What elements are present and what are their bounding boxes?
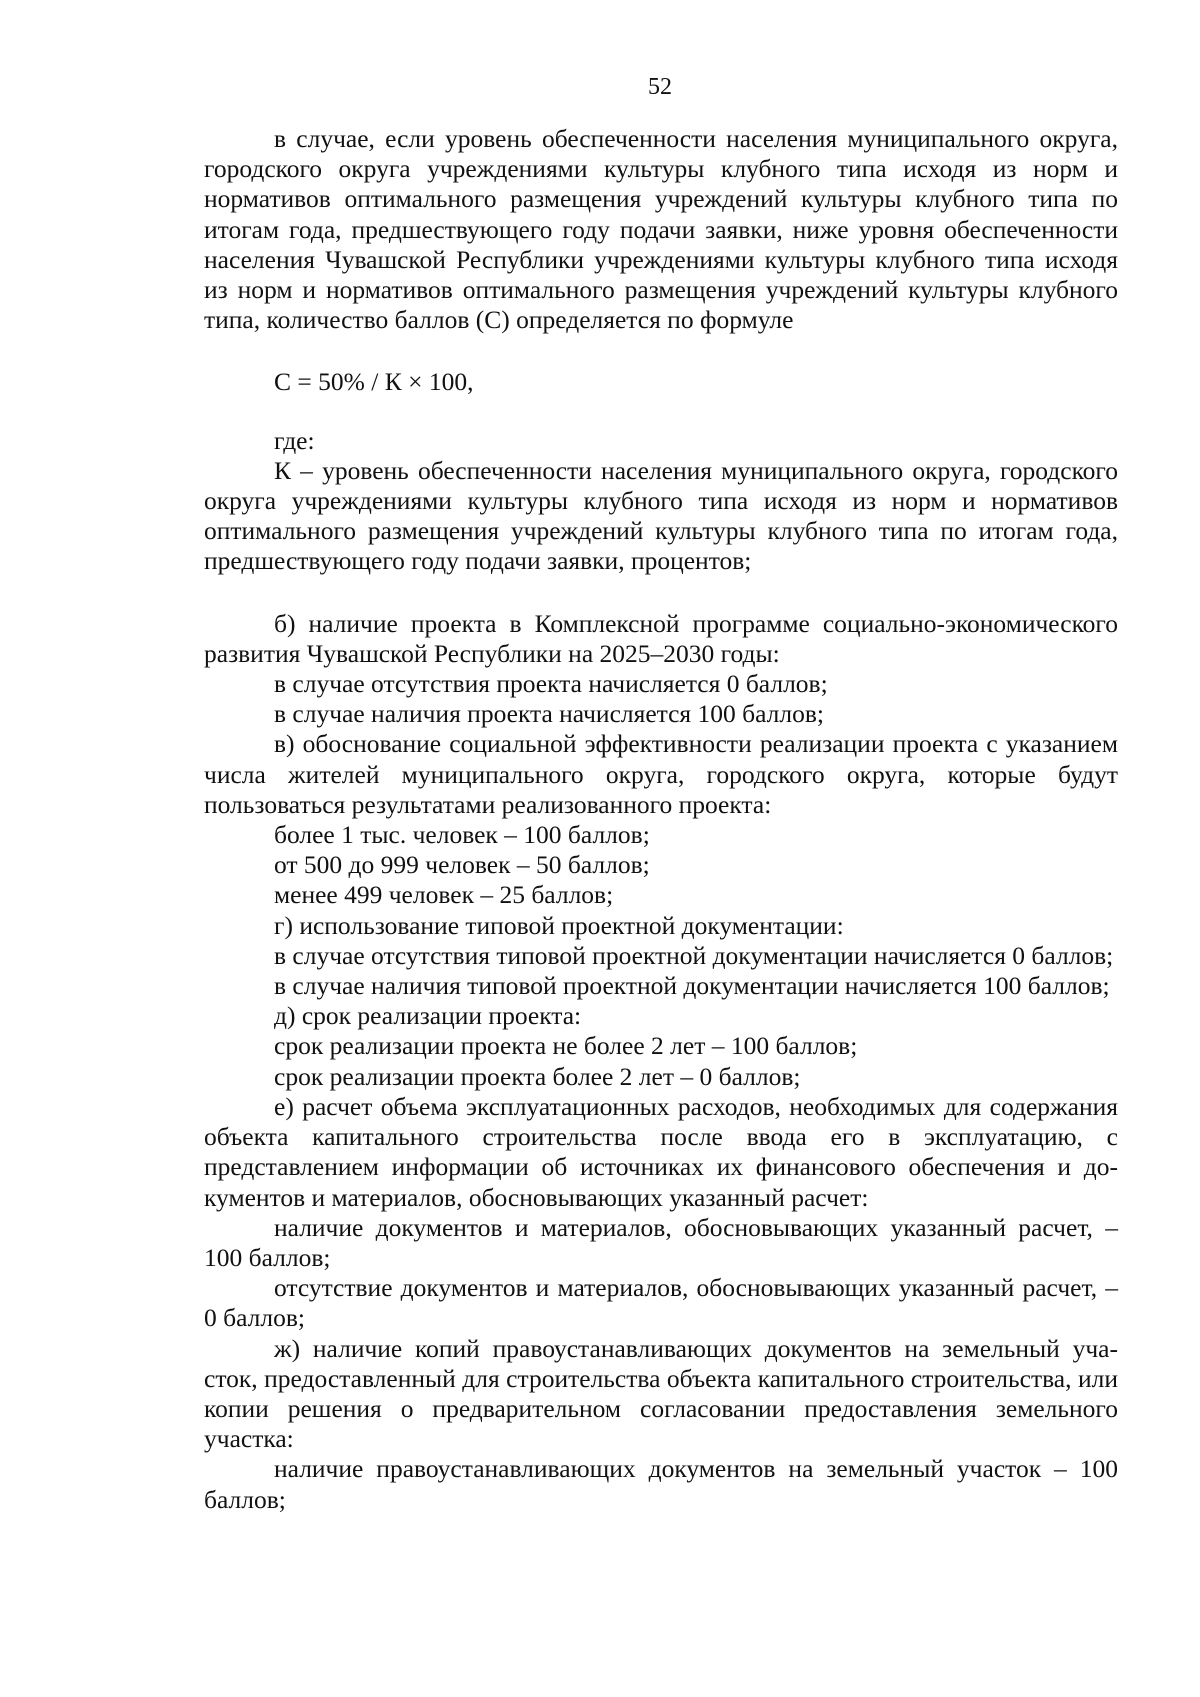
paragraph: отсутствие документов и материалов, обосновывающих указанный расчет, – 0 баллов; [204, 1273, 1118, 1333]
paragraph: срок реализации проекта более 2 лет – 0 баллов; [274, 1061, 801, 1091]
paragraph: в) обоснование социальной эффективности реализации проекта с указанием числа жителей муниципального округа, городского округа, которые будут пользоваться результатами реализованного проекта: [204, 729, 1118, 819]
formula: С = 50% / К × 100, [274, 367, 474, 397]
paragraph: менее 499 человек – 25 баллов; [274, 880, 614, 910]
paragraph: ж) наличие копий правоустанавливающих документов на земельный участок, предоставленный для строительства объекта капитального строительства, или копии решения о предварительном согласовании предоставления земельного участка: [204, 1333, 1118, 1454]
paragraph: от 500 до 999 человек – 50 баллов; [274, 850, 650, 880]
paragraph: в случае наличия проекта начисляется 100 баллов; [274, 699, 825, 729]
paragraph: г) использование типовой проектной документации: [274, 910, 844, 940]
paragraph: более 1 тыс. человек – 100 баллов; [274, 820, 650, 850]
paragraph: срок реализации проекта не более 2 лет – 100 баллов; [274, 1031, 858, 1061]
paragraph-k-definition: К – уровень обеспеченности населения муниципального округа, городского округа учреждениями культуры клубного типа исходя из норм и нормативов оптимального размещения учреждений культуры клубного типа по итогам года, предшествующего году подачи заявки, процентов; [204, 455, 1118, 576]
where-label: где: [274, 425, 315, 455]
document-body [204, 124, 1118, 1515]
paragraph: б) наличие проекта в Комплексной программе социально-экономического развития Чувашской Республики на 2025–2030 годы: [204, 608, 1118, 668]
paragraph-intro: в случае, если уровень обеспеченности населения муниципального округа, городского округа учреждениями культуры клубного типа исходя из норм и нормативов оптимального размещения учреждений культуры клубного типа по итогам года, предшествующего году подачи заявки, ниже уровня обеспеченности населения Чувашской Республики учреждениями культуры клубного типа исходя из норм и нормативов оптимального размещения учреждений культуры клубного типа, количество баллов (С) определяется по формуле [204, 124, 1118, 335]
paragraph: в случае отсутствия проекта начисляется 0 баллов; [274, 669, 828, 699]
page-number: 52 [648, 74, 672, 100]
spacer [204, 577, 1118, 609]
paragraph: наличие документов и материалов, обосновывающих указанный расчет, – 100 баллов; [204, 1212, 1118, 1272]
paragraph: наличие правоустанавливающих документов на земельный участок – 100 баллов; [204, 1454, 1118, 1514]
paragraph: в случае наличия типовой проектной документации начисляется 100 баллов; [274, 971, 1110, 1001]
spacer [204, 398, 1118, 426]
paragraph: е) расчет объема эксплуатационных расходов, необходимых для содержания объекта капитального строительства после ввода его в эксплуатацию, с представлением информации об источниках их финансового обеспечения и документов и материалов, обосновывающих указанный расчет: [204, 1091, 1118, 1212]
paragraph: в случае отсутствия типовой проектной документации начисляется 0 баллов; [274, 940, 1114, 970]
spacer [204, 335, 1118, 367]
paragraph: д) срок реализации проекта: [274, 1001, 582, 1031]
